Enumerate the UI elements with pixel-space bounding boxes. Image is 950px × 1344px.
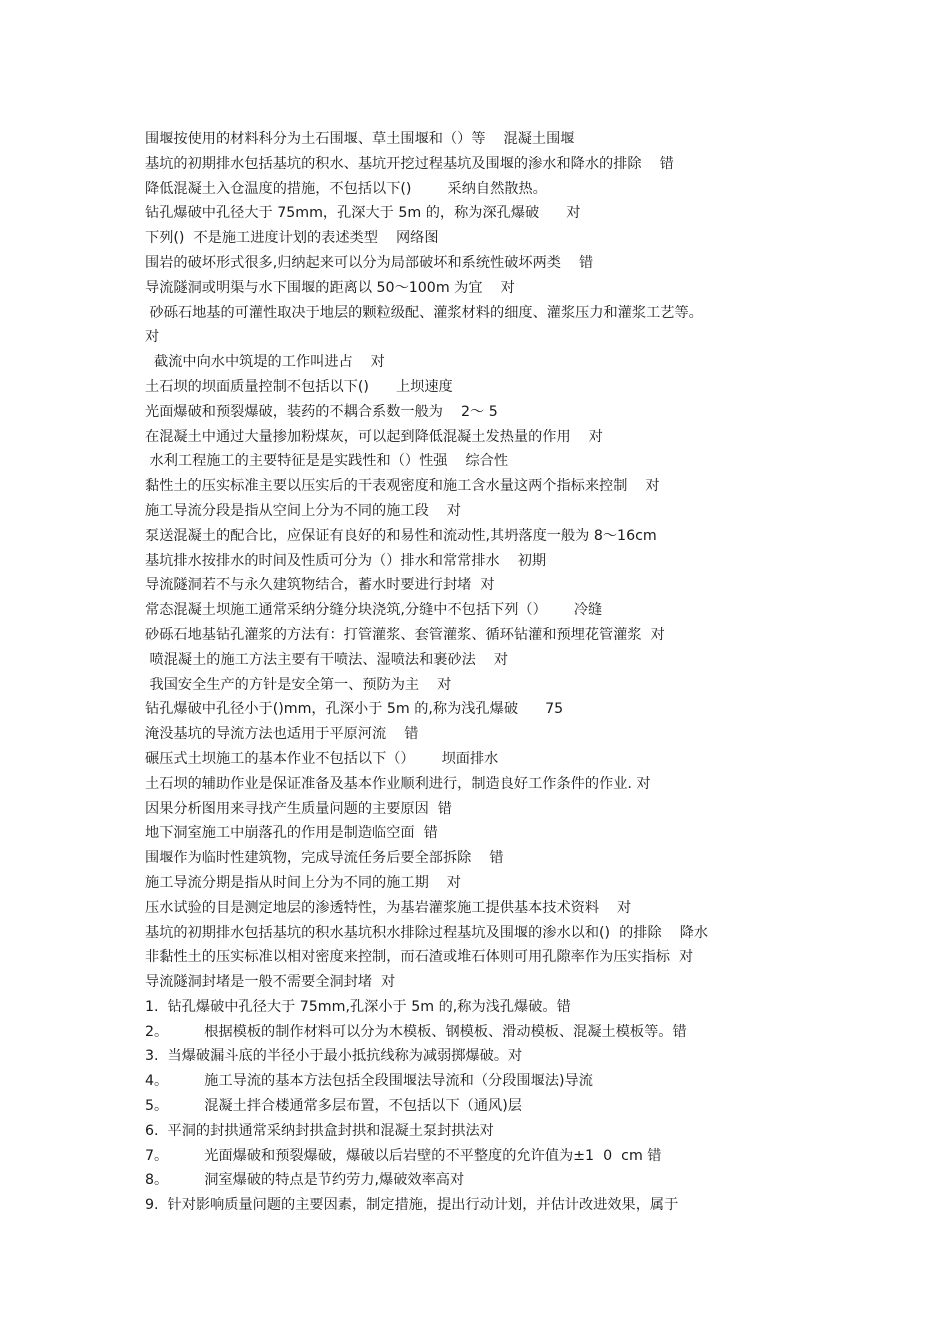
text-line: 6. 平洞的封拱通常采纳封拱盒封拱和混凝土泵封拱法对: [145, 1122, 494, 1139]
text-line: 在混凝土中通过大量掺加粉煤灰，可以起到降低混凝土发热量的作用 对: [145, 428, 603, 445]
text-line: 导流隧洞或明渠与水下围堰的距离以 50～100m 为宜 对: [145, 279, 515, 296]
text-line: 碾压式土坝施工的基本作业不包括以下（） 坝面排水: [145, 750, 499, 767]
text-line: 截流中向水中筑堤的工作叫进占 对: [145, 354, 385, 371]
text-line: 5。 混凝土拌合楼通常多层布置，不包括以下（通风)层: [145, 1098, 522, 1115]
text-line: 7。 光面爆破和预裂爆破，爆破以后岩壁的不平整度的允许值为±1 0 cm 错: [145, 1147, 662, 1164]
text-line: 基坑排水按排水的时间及性质可分为（）排水和常常排水 初期: [145, 552, 547, 569]
text-line: 钻孔爆破中孔径大于 75mm，孔深大于 5m 的，称为深孔爆破 对: [145, 205, 581, 222]
text-line: 降低混凝土入仓温度的措施，不包括以下() 采纳自然散热。: [145, 180, 547, 197]
text-line: 压水试验的目是测定地层的渗透特性，为基岩灌浆施工提供基本技术资料 对: [145, 899, 632, 916]
text-line: 导流隧洞若不与永久建筑物结合，蓄水时要进行封堵 对: [145, 577, 495, 594]
text-line: 导流隧洞封堵是一般不需要全洞封堵 对: [145, 974, 396, 991]
text-line: 因果分析图用来寻找产生质量问题的主要原因 错: [145, 800, 452, 817]
text-line: 基坑的初期排水包括基坑的积水、基坑开挖过程基坑及围堰的渗水和降水的排除 错: [145, 155, 674, 172]
text-line: 非黏性土的压实标准以相对密度来控制，而石渣或堆石体则可用孔隙率作为压实指标 对: [145, 949, 694, 966]
text-line: 4。 施工导流的基本方法包括全段围堰法导流和（分段围堰法)导流: [145, 1073, 593, 1090]
text-line: 9. 针对影响质量问题的主要因素，制定措施，提出行动计划，并估计改进效果，属于: [145, 1197, 679, 1214]
text-line: 3. 当爆破漏斗底的半径小于最小抵抗线称为减弱掷爆破。对: [145, 1048, 523, 1065]
text-line: 围岩的破坏形式很多,归纳起来可以分为局部破坏和系统性破坏两类 错: [145, 254, 594, 271]
text-line: 淹没基坑的导流方法也适用于平原河流 错: [145, 726, 419, 743]
text-line: 钻孔爆破中孔径小于()mm，孔深小于 5m 的,称为浅孔爆破 75: [145, 701, 564, 718]
document-body: [145, 127, 810, 1218]
text-line: 施工导流分段是指从空间上分为不同的施工段 对: [145, 502, 461, 519]
text-line: 砂砾石地基钻孔灌浆的方法有：打管灌浆、套管灌浆、循环钻灌和预埋花管灌浆 对: [145, 626, 665, 643]
text-line: 施工导流分期是指从时间上分为不同的施工期 对: [145, 874, 461, 891]
text-line: 光面爆破和预裂爆破，装药的不耦合系数一般为 2～ 5: [145, 403, 498, 420]
text-line: 1. 钻孔爆破中孔径大于 75mm,孔深小于 5m 的,称为浅孔爆破。错: [145, 998, 571, 1015]
text-line: 土石坝的坝面质量控制不包括以下() 上坝速度: [145, 378, 453, 395]
text-line: 下列() 不是施工进度计划的表述类型 网络图: [145, 230, 439, 247]
text-line: 基坑的初期排水包括基坑的积水基坑积水排除过程基坑及围堰的渗水以和() 的排除 降水: [145, 924, 709, 941]
text-line: 8。 洞室爆破的特点是节约劳力,爆破效率高对: [145, 1172, 465, 1189]
text-line: 黏性土的压实标准主要以压实后的干表观密度和施工含水量这两个指标来控制 对: [145, 478, 660, 495]
text-line: 水利工程施工的主要特征是是实践性和（）性强 综合性: [145, 453, 509, 470]
text-line: 土石坝的辅助作业是保证准备及基本作业顺利进行，制造良好工作条件的作业. 对: [145, 775, 651, 792]
text-line: 对: [145, 329, 160, 346]
text-line: 2。 根据模板的制作材料可以分为木模板、钢模板、滑动模板、混凝土模板等。错: [145, 1023, 687, 1040]
text-line: 围堰作为临时性建筑物，完成导流任务后要全部拆除 错: [145, 850, 504, 867]
text-line: 泵送混凝土的配合比，应保证有良好的和易性和流动性,其坍落度一般为 8～16cm: [145, 527, 657, 544]
text-line: 地下洞室施工中崩落孔的作用是制造临空面 错: [145, 825, 438, 842]
text-line: 砂砾石地基的可灌性取决于地层的颗粒级配、灌浆材料的细度、灌浆压力和灌浆工艺等。: [145, 304, 703, 321]
text-line: 常态混凝土坝施工通常采纳分缝分块浇筑,分缝中不包括下列（） 冷缝: [145, 602, 603, 619]
text-line: 我国安全生产的方针是安全第一、预防为主 对: [145, 676, 452, 693]
text-line: 喷混凝土的施工方法主要有干喷法、湿喷法和裹砂法 对: [145, 651, 509, 668]
text-line: 围堰按使用的材料科分为土石围堰、草土围堰和（）等 混凝土围堰: [145, 131, 575, 147]
